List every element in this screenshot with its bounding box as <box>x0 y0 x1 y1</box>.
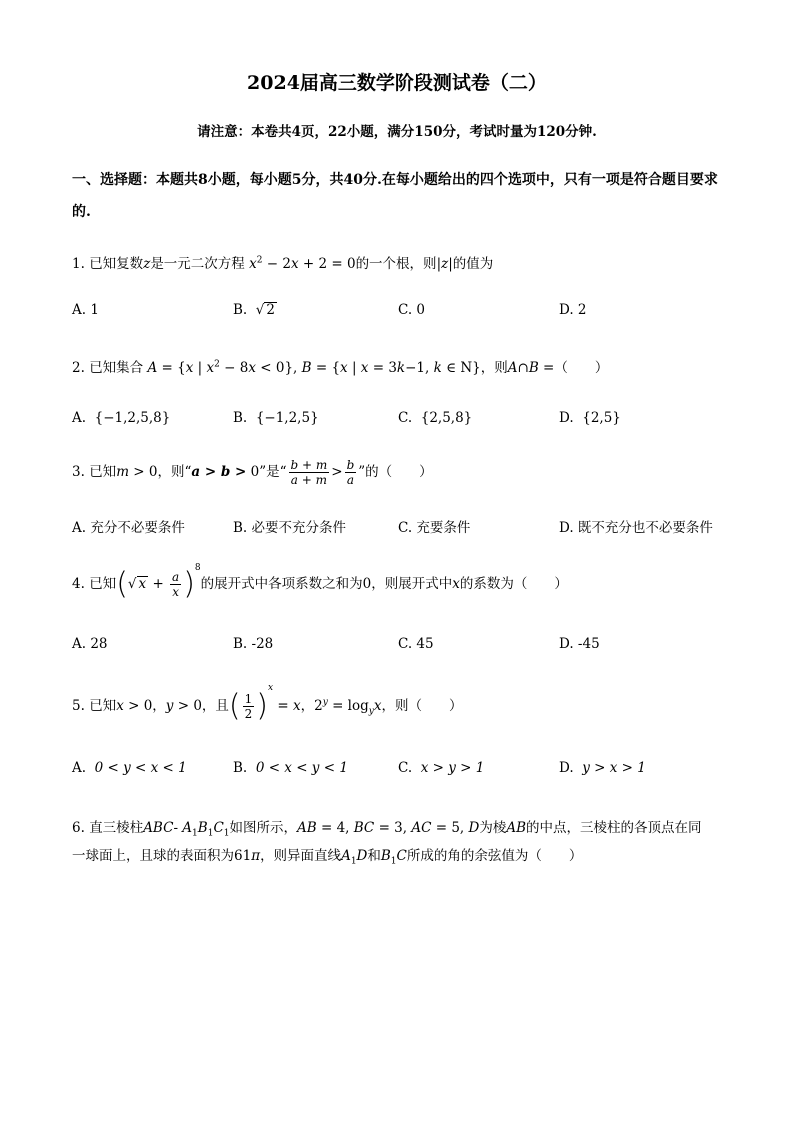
question-text: 直三棱柱 <box>89 820 144 836</box>
question-number: 5. <box>72 698 85 714</box>
option-b[interactable]: B. 0 < x < y < 1 <box>233 760 348 776</box>
option-d[interactable]: D. 2 <box>559 302 587 318</box>
question-2 <box>72 354 722 382</box>
option-a[interactable]: A. 0 < y < x < 1 <box>72 760 187 776</box>
option-b[interactable]: B. {−1,2,5} <box>233 410 319 426</box>
math-expression: y > 0 <box>165 698 202 714</box>
math-expression: √ x + $\frac{a}{x}$ <box>127 570 180 599</box>
option-b[interactable]: B. √ 2 <box>233 302 275 318</box>
question-4: 4. 已知(√ x + $\frac{a}{x}$ )$^8$的展开式中各项系数之和为0，则展开式中x的系数为（ ） <box>72 563 568 602</box>
math-expression: x <box>452 576 460 592</box>
section-heading: 一、选择题：本题共8小题，每小题5分，共40分.在每小题给出的四个选项中，只有一项是符合题目要求的. <box>72 172 718 220</box>
options-q2 <box>72 410 732 434</box>
question-text: ，且 <box>201 698 229 714</box>
question-text: ， <box>152 698 166 714</box>
option-a[interactable]: A. {−1,2,5,8} <box>72 410 171 426</box>
math-expression: $x^2 - 2x + 2 = 0$ <box>249 255 356 272</box>
question-text: 已知复数 <box>89 256 144 272</box>
option-b[interactable]: B. -28 <box>233 636 274 652</box>
math-expression: A = {x | $x^2 - 8x < 0$}, B = {x | x = 3k−1, k ∈ N} <box>147 359 481 376</box>
question-text: 已知集合 <box>89 360 144 376</box>
options-q5 <box>72 760 732 784</box>
math-expression: AB <box>506 820 526 836</box>
question-3: 3. 已知m > 0，则“a > b > 0”是“ $\frac{b + m}{a + m}$ > $\frac{b}{a}$ ”的（ ） <box>72 458 433 487</box>
question-text: 已知 <box>89 698 117 714</box>
math-expression: a > b > <box>191 464 247 480</box>
math-expression: z <box>143 256 151 272</box>
math-expression: $B_1C$ <box>380 848 407 867</box>
option-c[interactable]: C. {2,5,8} <box>398 410 473 426</box>
option-a[interactable]: A. 1 <box>72 302 99 318</box>
math-expression: 61π <box>234 848 261 864</box>
math-expression: m > 0 <box>116 464 158 480</box>
fraction: $\frac{b}{a}$ <box>346 458 355 487</box>
math-expression: ABC- $A_1B_1C_1$ <box>143 820 230 839</box>
fraction: $\frac{b + m}{a + m}$ <box>290 458 328 487</box>
question-number: 2. <box>72 360 85 376</box>
question-5: 5. 已知x > 0，y > 0，且( $\frac{1}{2}$ )$^x$ = x，$2^y = \log_yx$，则（ ） <box>72 683 463 724</box>
math-expression: x > 0 <box>116 698 153 714</box>
option-a[interactable]: A. 28 <box>72 636 108 652</box>
option-c[interactable]: C. 0 <box>398 302 426 318</box>
question-number: 4. <box>72 576 85 592</box>
option-d[interactable]: D. {2,5} <box>559 410 621 426</box>
question-text: 是一元二次方程 <box>150 256 245 272</box>
options-q3 <box>72 516 732 540</box>
question-number: 3. <box>72 464 85 480</box>
question-text: 和 <box>367 848 381 864</box>
question-1 <box>72 250 722 278</box>
exam-notice: 请注意：本卷共4页，22小题，满分150分，考试时量为120分钟. <box>197 124 597 140</box>
question-text: 的一个根，则 <box>355 256 437 272</box>
question-text: 的展开式中各项系数之和为0，则展开式中 <box>200 576 453 592</box>
question-text: ”的（ ） <box>358 464 433 480</box>
option-c[interactable]: C. 充要条件 <box>398 520 471 536</box>
option-b[interactable]: B. 必要不充分条件 <box>233 520 347 536</box>
question-text: 所成的角的余弦值为（ ） <box>406 848 583 864</box>
options-q4 <box>72 636 732 660</box>
question-text: 如图所示， <box>229 820 298 836</box>
question-text: ，则 <box>480 360 508 376</box>
math-expression: $A_1D$ <box>341 848 368 867</box>
option-d[interactable]: D. 既不充分也不必要条件 <box>559 520 713 536</box>
question-6 <box>72 814 722 870</box>
option-d[interactable]: D. y > x > 1 <box>559 760 646 776</box>
question-text: 已知 <box>89 464 117 480</box>
page-title: 2024届高三数学阶段测试卷（二） <box>247 72 547 94</box>
math-expression: |z| <box>436 256 453 272</box>
question-text: ，则“ <box>157 464 192 480</box>
question-text: 的系数为（ ） <box>459 576 568 592</box>
question-number: 1. <box>72 256 85 272</box>
question-text: ，则（ ） <box>381 698 463 714</box>
question-text: 的值为 <box>452 256 494 272</box>
option-a[interactable]: A. 充分不必要条件 <box>72 520 185 536</box>
math-expression: A∩B =（ ） <box>507 360 609 376</box>
question-text: 为棱 <box>479 820 507 836</box>
option-d[interactable]: D. -45 <box>559 636 600 652</box>
math-expression: $2^y = \log_yx$ <box>314 697 382 717</box>
question-text: 已知 <box>89 576 117 592</box>
question-text: 一球面上，且球的表面积为 <box>72 848 234 864</box>
options-q1 <box>72 302 732 326</box>
math-expression: AB = 4, BC = 3, AC = 5, D <box>297 820 480 836</box>
question-text: ”是“ <box>259 464 287 480</box>
option-c[interactable]: C. 45 <box>398 636 434 652</box>
question-text: ，则异面直线 <box>260 848 342 864</box>
option-c[interactable]: C. x > y > 1 <box>398 760 485 776</box>
question-text: 的中点，三棱柱的各顶点在同 <box>526 820 702 836</box>
question-number: 6. <box>72 820 85 836</box>
